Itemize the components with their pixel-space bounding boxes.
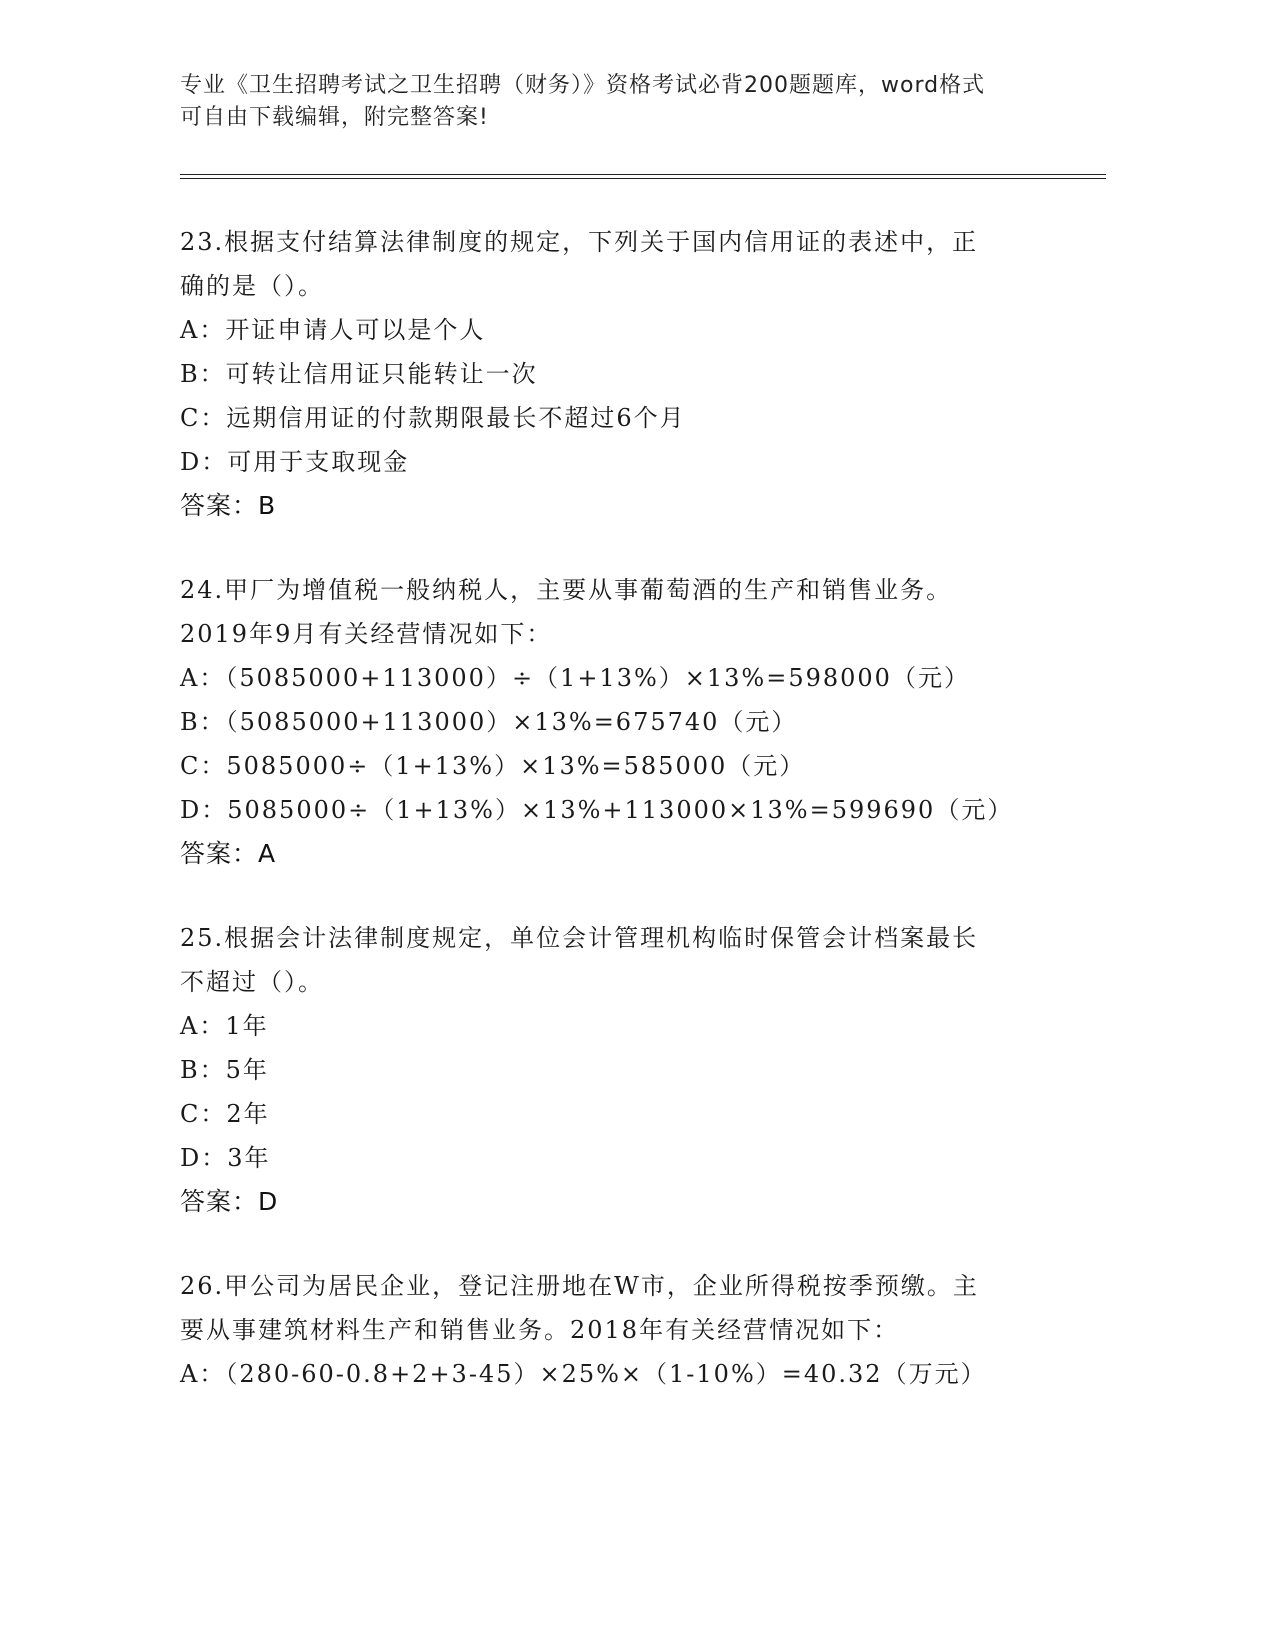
option-d: D：3年 — [180, 1144, 271, 1172]
question-26 — [180, 1264, 1060, 1396]
question-stem: 确的是（）。 — [180, 272, 324, 300]
question-25 — [180, 916, 1060, 1224]
option-b: B：5年 — [180, 1056, 269, 1084]
option-b: B：可转让信用证只能转让一次 — [180, 360, 538, 388]
option-a: A：1年 — [180, 1012, 269, 1040]
question-23 — [180, 220, 1060, 528]
option-a: A：（280-60-0.8+2+3-45）×25%×（1-10%）=40.32（万元） — [180, 1360, 987, 1388]
option-c: C：远期信用证的付款期限最长不超过6个月 — [180, 404, 686, 432]
answer-line: 答案：B — [180, 491, 277, 520]
question-stem: 26.甲公司为居民企业，登记注册地在W市，企业所得税按季预缴。主 — [180, 1272, 979, 1300]
answer-line: 答案：A — [180, 839, 277, 868]
option-a: A：开证申请人可以是个人 — [180, 316, 486, 344]
question-24 — [180, 568, 1060, 876]
question-stem: 要从事建筑材料生产和销售业务。2018年有关经营情况如下： — [180, 1316, 900, 1344]
option-c: C：2年 — [180, 1100, 270, 1128]
header-title-line-2: 可自由下载编辑，附完整答案! — [180, 105, 489, 130]
option-d: D：可用于支取现金 — [180, 448, 410, 476]
option-b: B：（5085000+113000）×13%=675740（元） — [180, 708, 798, 736]
option-a: A：（5085000+113000）÷（1+13%）×13%=598000（元） — [180, 664, 970, 692]
option-c: C：5085000÷（1+13%）×13%=585000（元） — [180, 752, 806, 780]
header-double-rule — [180, 174, 1106, 179]
question-stem: 24.甲厂为增值税一般纳税人，主要从事葡萄酒的生产和销售业务。 — [180, 576, 953, 604]
question-stem: 23.根据支付结算法律制度的规定，下列关于国内信用证的表述中，正 — [180, 228, 979, 256]
question-stem: 2019年9月有关经营情况如下： — [180, 620, 553, 648]
question-stem: 不超过（）。 — [180, 968, 324, 996]
header-title-line-1: 专业《卫生招聘考试之卫生招聘（财务）》资格考试必背200题题库，word格式 — [180, 73, 986, 98]
document-header — [180, 70, 1060, 134]
option-d: D：5085000÷（1+13%）×13%+113000×13%=599690（元） — [180, 796, 1014, 824]
answer-line: 答案：D — [180, 1187, 279, 1216]
question-stem: 25.根据会计法律制度规定，单位会计管理机构临时保管会计档案最长 — [180, 924, 979, 952]
question-list — [180, 220, 1060, 1436]
